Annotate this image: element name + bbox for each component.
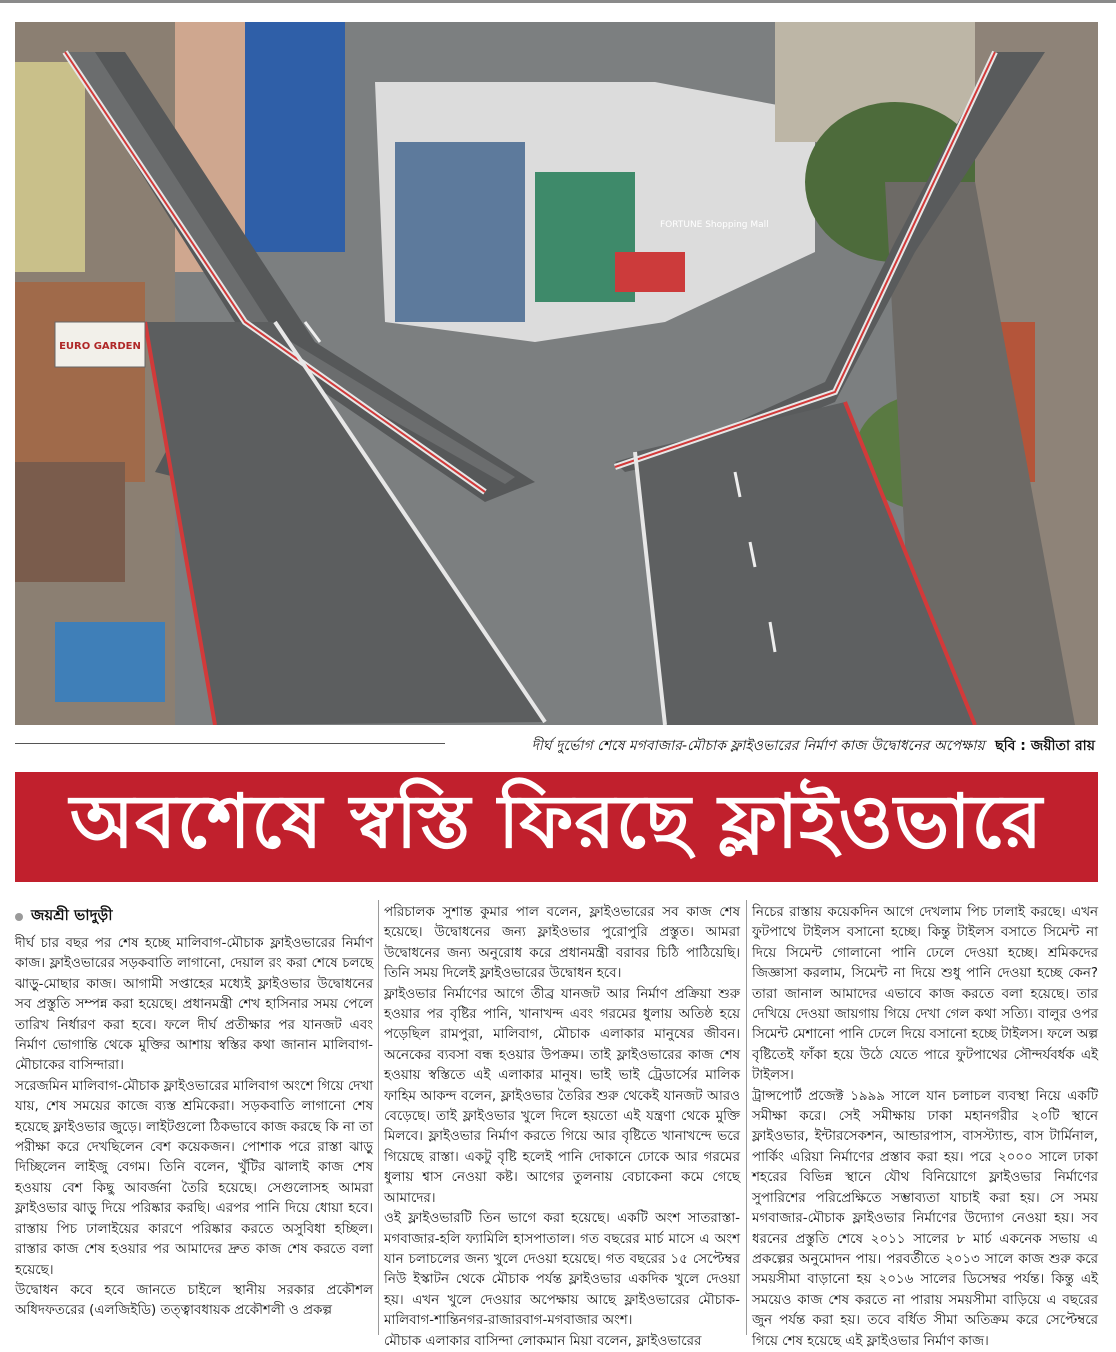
photo-credit: ছবি : জয়ীতা রায় (995, 738, 1095, 754)
paragraph: ট্রান্সপোর্ট প্রজেক্ট ১৯৯৯ সালে যান চলাচল ব্যবস্থা নিয়ে একটি সমীক্ষা করে। সেই সমীক্ষায় ঢাকা মহানগরীর ২০টি স্থানে ফ্লাইওভার, ইন্টারসেকশন, আন্ডারপাস, বাসস্ট্যান্ড, বাস টার্মিনাল, পার্কিং এরিয়া নির্মাণের প্রস্তাব করা হয়। পরে ২০০০ সালে ঢাকা শহরের বিভিন্ন স্থানে যৌথ বিনিয়োগে ফ্লাইওভার নির্মাণের সুপারিশের পরিপ্রেক্ষিতে সম্ভাব্যতা যাচাই করা হয়। সে সময় মগবাজার-মৌচাক ফ্লাইওভার নির্মাণের উদ্যোগ নেওয়া হয়। সব ধরনের প্রস্তুতি শেষে ২০১১ সালের ৮ মার্চ একনেক সভায় এ প্রকল্পের অনুমোদন পায়। পরবর্তীতে ২০১৩ সালে কাজ শুরু করে সময়সীমা বাড়ানো হয় ২০১৬ সালের ডিসেম্বর পর্যন্ত। কিন্তু এই সময়েও কাজ শেষ করতে না পারায় সময়সীমা বাড়িয়ে এ বছরের জুন পর্যন্ত করা হয়। তবে বর্ধিত সীমা অতিক্রম করে সেপ্টেম্বরে গিয়ে শেষ হয়েছে এই ফ্লাইওভার নির্মাণ কাজ। (752, 1088, 1098, 1349)
article-column-2 (384, 903, 740, 1352)
paragraph: উদ্বোধন কবে হবে জানতে চাইলে স্থানীয় সরকার প্রকৌশল অধিদফতরের (এলজিইডি) তত্ত্বাবধায়ক প্রকৌশলী ও প্রকল্প (15, 1282, 373, 1319)
paragraph: দীর্ঘ চার বছর পর শেষ হচ্ছে মালিবাগ-মৌচাক ফ্লাইওভারের নির্মাণ কাজ। ফ্লাইওভারের সড়কবাতি লাগানো, দেয়াল রং করা শেষে চলছে ঝাড়ু-মোছার কাজ। আগামী সপ্তাহের মধ্যেই ফ্লাইওভার উদ্বোধনের সব প্রস্তুতি সম্পন্ন করা হয়েছে। প্রধানমন্ত্রী শেখ হাসিনার সময় পেলে তারিখ নির্ধারণ করা হবে। ফলে দীর্ঘ প্রতীক্ষার পর যানজট এবং নির্মাণ ভোগান্তি থেকে মুক্তির আশায় স্বস্তির কথা জানান মালিবাগ-মৌচাকের বাসিন্দারা। (15, 936, 373, 1074)
caption-rule (15, 743, 445, 744)
top-rule (0, 0, 1116, 3)
paragraph: নিচের রাস্তায় কয়েকদিন আগে দেখলাম পিচ ঢালাই করছে। এখন ফুটপাথে টাইলস বসানো হচ্ছে। কিন্তু টাইলস বসাতে সিমেন্ট না দিয়ে সিমেন্ট গোলানো পানি ঢেলে দেওয়া হচ্ছে। শ্রমিকদের জিজ্ঞাসা করলাম, সিমেন্ট না দিয়ে শুধু পানি দেওয়া হচ্ছে কেন? তারা জানাল আমাদের এভাবে কাজ করতে বলা হয়েছে। তার দেখিয়ে দেওয়া জায়গায় গিয়ে দেখা গেল কথা সত্যি। বালুর ওপর সিমেন্ট মেশানো পানি ঢেলে দিয়ে বসানো হচ্ছে টাইলস। ফলে অল্প বৃষ্টিতেই ফাঁকা হয়ে উঠে যেতে পারে ফুটপাথের সৌন্দর্যবর্ধক এই টাইলস। (752, 905, 1098, 1084)
paragraph: সরেজমিন মালিবাগ-মৌচাক ফ্লাইওভারের মালিবাগ অংশে গিয়ে দেখা যায়, শেষ সময়ের কাজে ব্যস্ত শ্রমিকেরা। সড়কবাতি লাগানো শেষ হয়েছে ফ্লাইওভার জুড়ে। লাইটগুলো ঠিকভাবে কাজ করছে কি না তা পরীক্ষা করে দেখছিলেন বেশ কয়েকজন। পোশাক পরে রাস্তা ঝাড়ু দিচ্ছিলেন লাইজু বেগম। তিনি বলেন, খুঁটির ঝালাই কাজ শেষ হওয়ায় বেশ কিছু আবর্জনা তৈরি হয়েছে। সেগুলোসহ আমরা ফ্লাইওভার ঝাড়ু দিয়ে পরিষ্কার করছি। এরপর পানি দিয়ে ধোয়া হবে। রাস্তায় পিচ ঢালাইয়ের কারণে পরিষ্কার করতে অসুবিধা হচ্ছিল। রাস্তার কাজ শেষ হওয়ার পর আমাদের দ্রুত কাজ শেষ করতে বলা হয়েছে। (15, 1078, 373, 1278)
billboard-sign: EURO GARDEN (59, 341, 141, 352)
headline-banner (15, 772, 1098, 882)
bullet-icon (15, 913, 23, 921)
paragraph: পরিচালক সুশান্ত কুমার পাল বলেন, ফ্লাইওভারের সব কাজ শেষ হয়েছে। উদ্বোধনের জন্য ফ্লাইওভার পুরোপুরি প্রস্তুত। আমরা উদ্বোধনের জন্য অনুরোধ করে প্রধানমন্ত্রী বরাবর চিঠি পাঠিয়েছি। তিনি সময় দিলেই ফ্লাইওভারের উদ্বোধন হবে। (384, 905, 740, 982)
column-divider (378, 900, 379, 1335)
headline: অবশেষে স্বস্তি ফিরছে ফ্লাইওভারে (69, 778, 1044, 865)
column-divider (746, 900, 747, 1335)
article-column-3 (752, 903, 1098, 1352)
mall-sign: FORTUNE Shopping Mall (660, 220, 769, 230)
article-column-1 (15, 934, 373, 1322)
paragraph: ফ্লাইওভার নির্মাণের আগে তীব্র যানজট আর নির্মাণ প্রক্রিয়া শুরু হওয়ার পর বৃষ্টির পানি, খানাখন্দ এবং গরমের ধুলায় অতিষ্ঠ হয়ে পড়েছিল রামপুরা, মালিবাগ, মৌচাক এলাকার মানুষের জীবন। অনেকের ব্যবসা বন্ধ হওয়ার উপক্রম। তাই ফ্লাইওভারের কাজ শেষ হওয়ায় স্বস্তিতে এই এলাকার মানুষ। ভাই ভাই ট্রেডার্সের মালিক ফাহিম আকন্দ বলেন, ফ্লাইওভার তৈরির শুরু থেকেই যানজট আরও বেড়েছে। তাই ফ্লাইওভার খুলে দিলে হয়তো এই যন্ত্রণা থেকে মুক্তি মিলবে। ফ্লাইওভার নির্মাণ করতে গিয়ে আর বৃষ্টিতে খানাখন্দে ভরে গিয়েছে রাস্তা। একটু বৃষ্টি হলেই পানি দোকানে ঢোকে আর গরমের ধুলায় শ্বাস নেওয়া কষ্ট। আগের তুলনায় বেচাকেনা কমে গেছে আমাদের। (384, 986, 740, 1206)
caption-text: দীর্ঘ দুর্ভোগ শেষে মগবাজার-মৌচাক ফ্লাইওভারের নির্মাণ কাজ উদ্বোধনের অপেক্ষায় (531, 738, 985, 754)
paragraph: ওই ফ্লাইওভারটি তিন ভাগে করা হয়েছে। একটি অংশ সাতরাস্তা-মগবাজার-হলি ফ্যামিলি হাসপাতাল। গত বছরের মার্চ মাসে এ অংশ যান চলাচলের জন্য খুলে দেওয়া হয়েছে। গত বছরের ১৫ সেপ্টেম্বর নিউ ইস্কাটন থেকে মৌচাক পর্যন্ত ফ্লাইওভার একদিক খুলে দেওয়া হয়। এখন খুলে দেওয়ার অপেক্ষায় আছে ফ্লাইওভারের মৌচাক-মালিবাগ-শান্তিনগর-রাজারবাগ-মগবাজার অংশ। (384, 1211, 740, 1329)
author-name: জয়শ্রী ভাদুড়ী (31, 906, 113, 924)
flyover-photo (15, 22, 1098, 725)
byline (15, 904, 113, 929)
photo-caption (440, 734, 1095, 758)
paragraph: মৌচাক এলাকার বাসিন্দা লোকমান মিয়া বলেন, ফ্লাইওভারের (384, 1333, 702, 1349)
